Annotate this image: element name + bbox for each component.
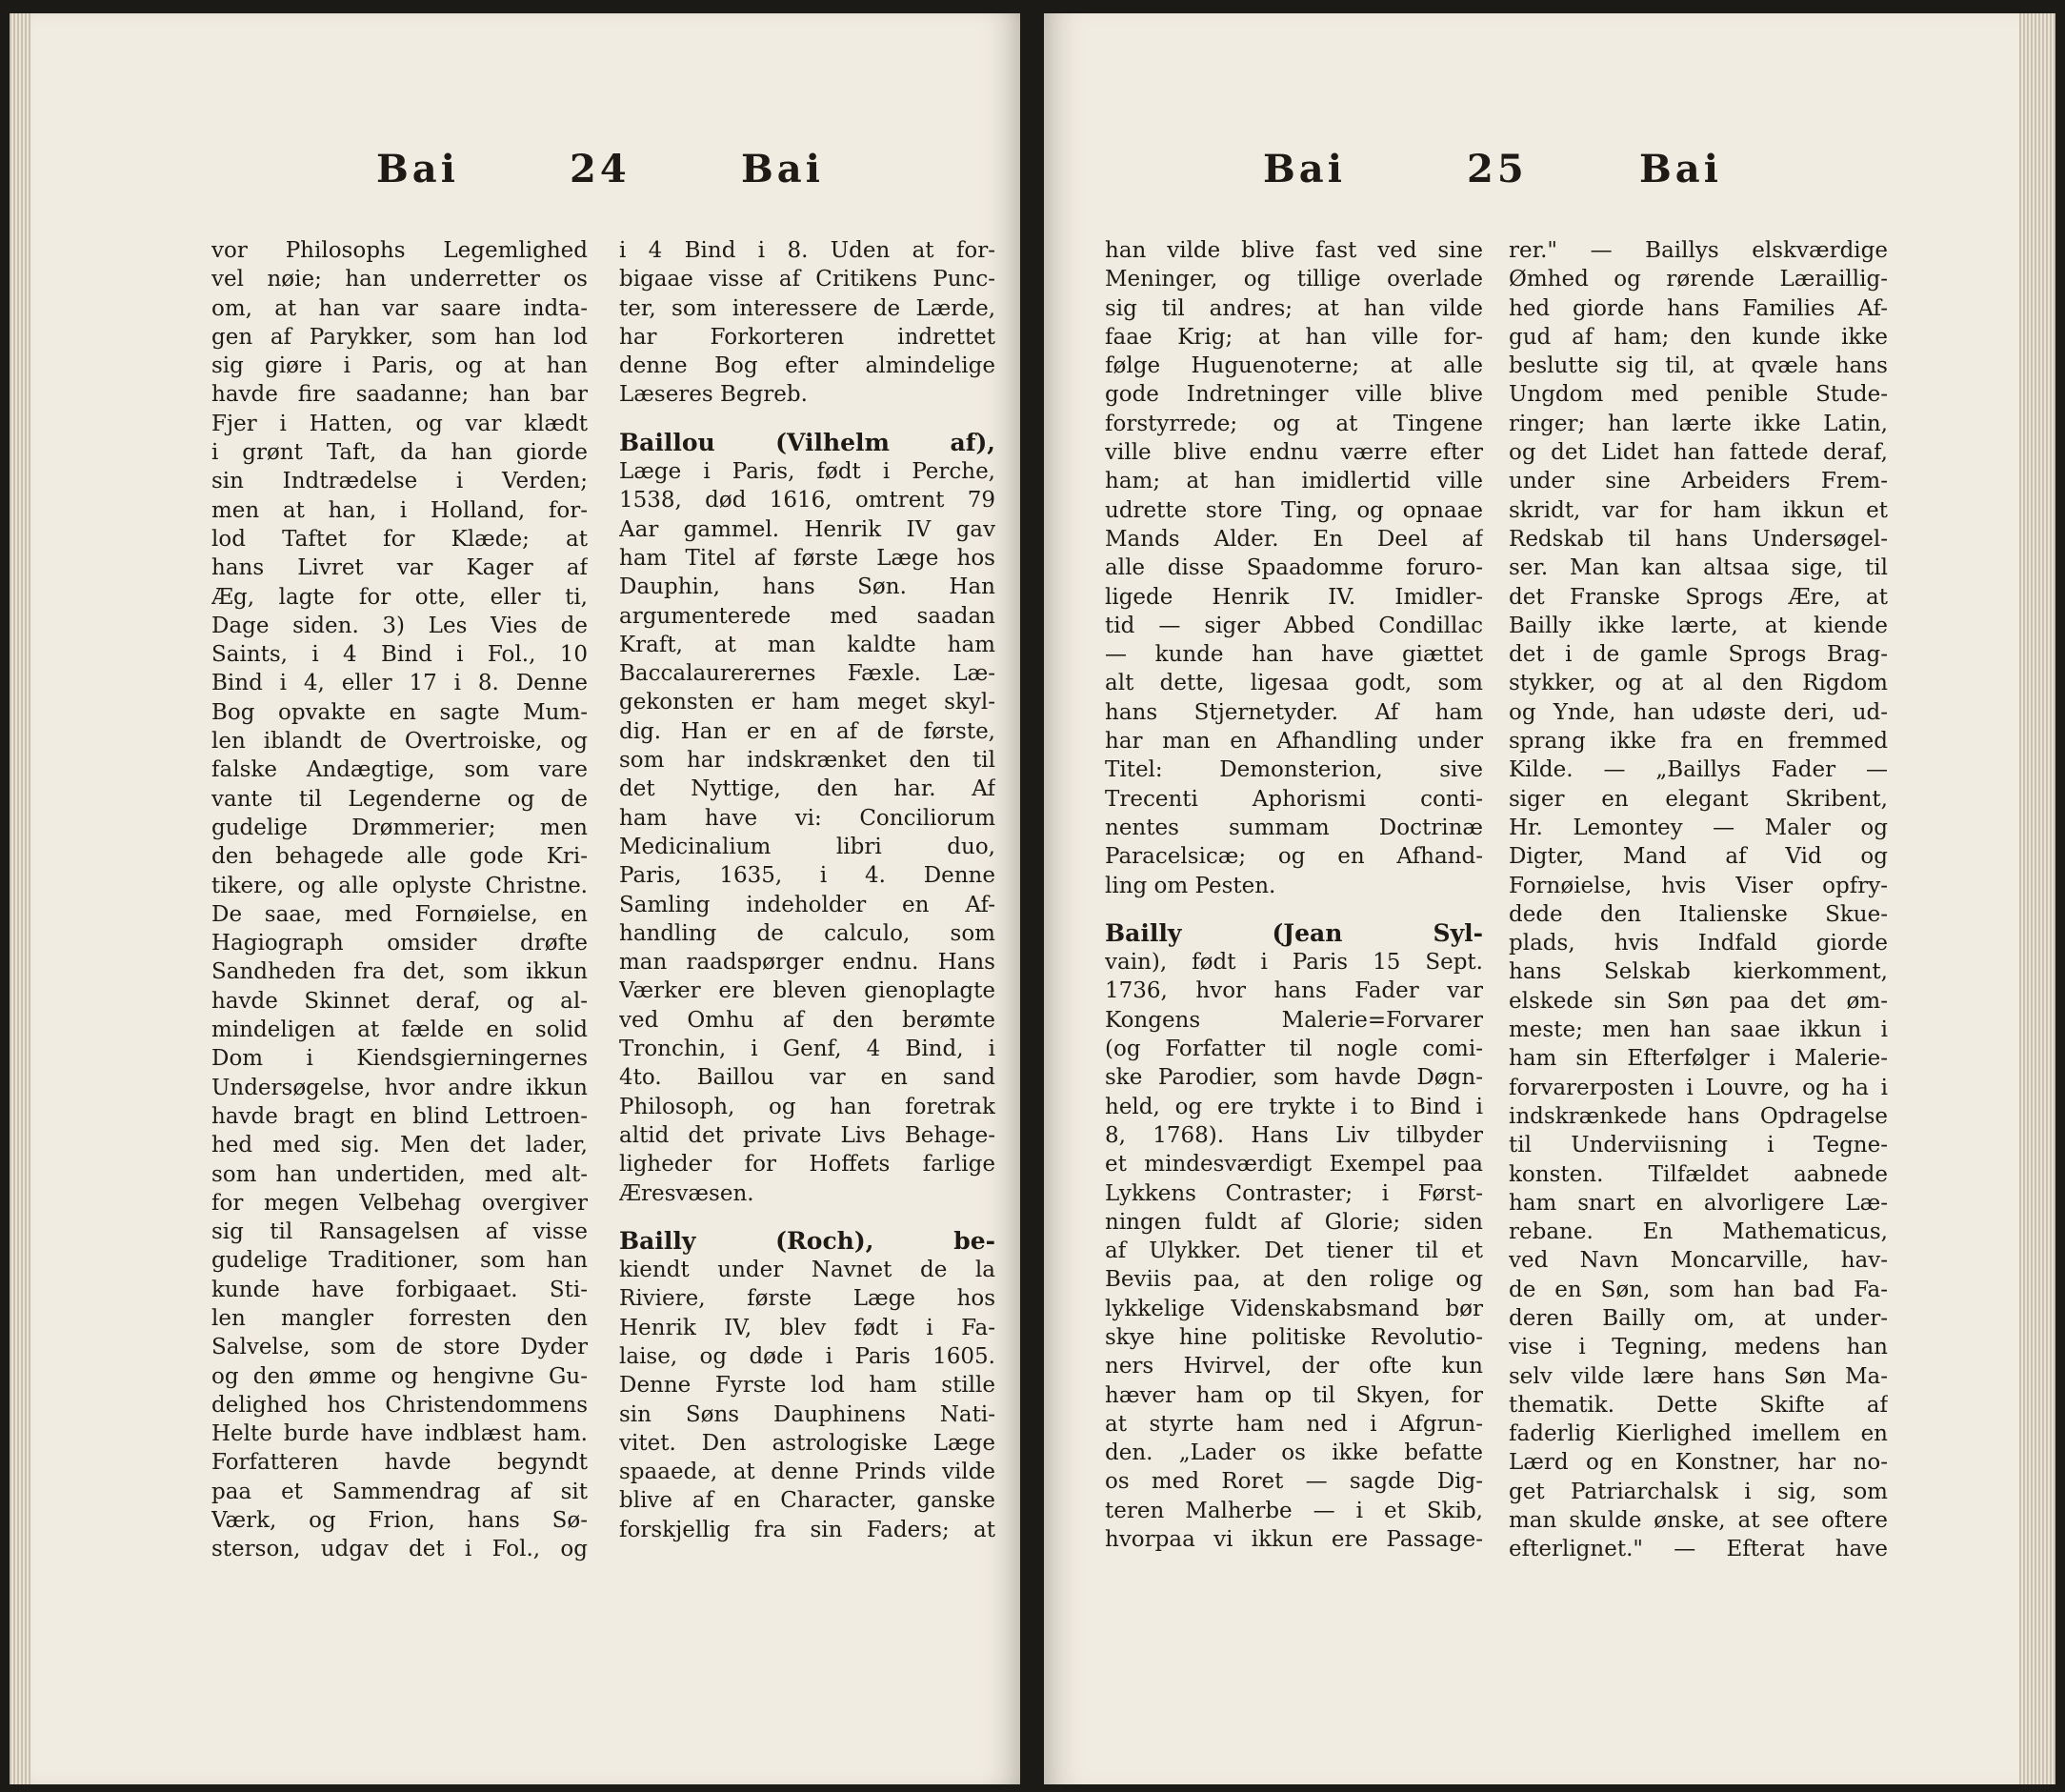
- text-line: Medicinalium libri duo,: [619, 834, 995, 859]
- text-line: hans Stjernetyder. Af ham: [1105, 699, 1483, 725]
- text-line: faae Krig; at han ville for-: [1105, 324, 1483, 350]
- text-line: Tronchin, i Genf, 4 Bind, i: [619, 1037, 995, 1062]
- text-line: havde fire saadanne; han bar: [211, 382, 588, 408]
- text-line: har man en Afhandling under: [1105, 729, 1483, 755]
- text-line: hæver ham op til Skyen, for: [1105, 1382, 1483, 1408]
- text-line: vante til Legenderne og de: [211, 786, 588, 812]
- text-line: Dom i Kiendsgierningernes: [211, 1046, 588, 1072]
- text-line: tid — siger Abbed Condillac: [1105, 613, 1483, 638]
- text-line: hvorpaa vi ikkun ere Passage-: [1105, 1527, 1483, 1553]
- text-line: argumenterede med saadan: [619, 603, 995, 629]
- text-line: held, og ere trykte i to Bind i: [1105, 1094, 1483, 1119]
- text-line: gode Indretninger ville blive: [1105, 382, 1483, 408]
- text-line: forvarerposten i Louvre, og ha i: [1509, 1075, 1888, 1100]
- text-line: at styrte ham ned i Afgrun-: [1105, 1411, 1483, 1437]
- text-line: efterlignet." — Efterat have: [1509, 1537, 1888, 1562]
- text-line: og det Lidet han fattede deraf,: [1509, 440, 1888, 466]
- text-line: ligede Henrik IV. Imidler-: [1105, 584, 1483, 610]
- text-line: sig giøre i Paris, og at han: [211, 353, 588, 379]
- text-column-right: [1509, 236, 1888, 1564]
- text-line: ser. Man kan altsaa sige, til: [1509, 555, 1888, 581]
- text-line: De saae, med Fornøielse, en: [211, 901, 588, 927]
- header-keyword-left: Bai: [376, 147, 459, 191]
- text-line: lykkelige Videnskabsmand bør: [1105, 1296, 1483, 1321]
- text-line: denne Bog efter almindelige: [619, 353, 995, 379]
- text-line: et mindesværdigt Exempel paa: [1105, 1152, 1483, 1178]
- text-line: thematik. Dette Skifte af: [1509, 1392, 1888, 1418]
- text-line: sterson, udgav det i Fol., og: [211, 1537, 588, 1562]
- text-line: Lykkens Contraster; i Først-: [1105, 1180, 1483, 1206]
- text-line: selv vilde lære hans Søn Ma-: [1509, 1363, 1888, 1389]
- paragraph-gap: [1105, 900, 1483, 919]
- header-keyword-left: Bai: [1263, 147, 1346, 191]
- text-line: Baccalaurerernes Fæxle. Læ-: [619, 661, 995, 687]
- text-line: sprang ikke fra en fremmed: [1509, 729, 1888, 755]
- text-line: ved Omhu af den berømte: [619, 1007, 995, 1033]
- paragraph-gap: [619, 1208, 995, 1227]
- text-line: stykker, og at al den Rigdom: [1509, 671, 1888, 696]
- text-line: alle disse Spaadomme foruro-: [1105, 555, 1483, 581]
- entry-heading-line: Baillou (Vilhelm af),: [619, 428, 995, 456]
- text-line: meste; men han saae ikkun i: [1509, 1017, 1888, 1043]
- text-line: dig. Han er en af de første,: [619, 718, 995, 744]
- text-line: Titel: Demonsterion, sive: [1105, 757, 1483, 783]
- text-line: Denne Fyrste lod ham stille: [619, 1373, 995, 1399]
- text-line: kunde have forbigaaet. Sti-: [211, 1277, 588, 1302]
- text-line: i grønt Taft, da han giorde: [211, 440, 588, 466]
- text-line: ville blive endnu værre efter: [1105, 440, 1483, 466]
- text-line: 8, 1768). Hans Liv tilbyder: [1105, 1122, 1483, 1148]
- text-line: vor Philosophs Legemlighed: [211, 238, 588, 263]
- page-number: 24: [570, 147, 631, 191]
- text-line: nentes summam Doctrinæ: [1105, 815, 1483, 840]
- text-line: men at han, i Holland, for-: [211, 497, 588, 523]
- text-line: altid det private Livs Behage-: [619, 1122, 995, 1148]
- text-line: konsten. Tilfældet aabnede: [1509, 1161, 1888, 1187]
- text-line: alt dette, ligesaa godt, som: [1105, 671, 1483, 696]
- text-line: Læseres Begreb.: [619, 382, 808, 408]
- page-header: [1044, 147, 2055, 204]
- text-line: Digter, Mand af Vid og: [1509, 844, 1888, 870]
- text-line: Dage siden. 3) Les Vies de: [211, 613, 588, 638]
- text-line: Værk, og Frion, hans Sø-: [211, 1508, 588, 1534]
- text-line: Ømhed og rørende Læraillig-: [1509, 267, 1888, 292]
- text-line: Bailly ikke lærte, at kiende: [1509, 613, 1888, 638]
- text-line: følge Huguenoterne; at alle: [1105, 353, 1483, 379]
- left-page: [10, 13, 1020, 1784]
- text-line: rebane. En Mathematicus,: [1509, 1219, 1888, 1245]
- text-line: vel nøie; han underretter os: [211, 267, 588, 292]
- text-line: ham have vi: Conciliorum: [619, 805, 995, 831]
- text-line: i 4 Bind i 8. Uden at for-: [619, 238, 995, 263]
- text-line: (og Forfatter til nogle comi-: [1105, 1037, 1483, 1062]
- text-line: hans Livret var Kager af: [211, 555, 588, 581]
- text-line: sin Søns Dauphinens Nati-: [619, 1401, 995, 1427]
- text-line: Ungdom med penible Stude-: [1509, 382, 1888, 408]
- text-line: 1538, død 1616, omtrent 79: [619, 488, 995, 513]
- text-line: ham sin Efterfølger i Malerie-: [1509, 1046, 1888, 1072]
- text-line: bigaae visse af Critikens Punc-: [619, 267, 995, 292]
- text-line: under sine Arbeiders Frem-: [1509, 469, 1888, 494]
- page-number: 25: [1467, 147, 1528, 191]
- text-line: skye hine politiske Revolutio-: [1105, 1324, 1483, 1350]
- text-line: Redskab til hans Undersøgel-: [1509, 526, 1888, 552]
- text-line: indskrænkede hans Opdragelse: [1509, 1103, 1888, 1129]
- text-line: gud af ham; den kunde ikke: [1509, 324, 1888, 350]
- text-line: get Patriarchalsk i sig, som: [1509, 1479, 1888, 1504]
- text-line: siger en elegant Skribent,: [1509, 786, 1888, 812]
- text-line: len mangler forresten den: [211, 1305, 588, 1331]
- text-line: Hr. Lemontey — Maler og: [1509, 815, 1888, 840]
- text-line: lod Taftet for Klæde; at: [211, 526, 588, 552]
- text-line: som han undertiden, med alt-: [211, 1161, 588, 1187]
- text-line: ners Hvirvel, der ofte kun: [1105, 1354, 1483, 1379]
- text-line: gekonsten er ham meget skyl-: [619, 690, 995, 715]
- entry-heading-line: Bailly (Roch), be-: [619, 1226, 995, 1255]
- text-line: laise, og døde i Paris 1605.: [619, 1343, 995, 1369]
- header-keyword-right: Bai: [741, 147, 824, 191]
- text-line: havde Skinnet deraf, og al-: [211, 988, 588, 1014]
- text-line: — kunde han have giættet: [1105, 642, 1483, 668]
- page-edge: [10, 13, 30, 1784]
- page-edge: [2019, 13, 2055, 1784]
- text-line: til Underviisning i Tegne-: [1509, 1133, 1888, 1158]
- text-column-right: [619, 236, 995, 1544]
- text-line: Aar gammel. Henrik IV gav: [619, 516, 995, 542]
- text-line: falske Andægtige, som vare: [211, 757, 588, 783]
- text-line: tikere, og alle oplyste Christne.: [211, 873, 588, 898]
- text-line: ling om Pesten.: [1105, 873, 1276, 898]
- text-line: havde bragt en blind Lettroen-: [211, 1103, 588, 1129]
- text-line: ringer; han lærte ikke Latin,: [1509, 411, 1888, 436]
- text-column-left: [1105, 236, 1483, 1554]
- text-line: rer." — Baillys elskværdige: [1509, 238, 1888, 263]
- text-line: hed med sig. Men det lader,: [211, 1133, 588, 1158]
- text-line: vise i Tegning, medens han: [1509, 1335, 1888, 1360]
- text-line: Læge i Paris, født i Perche,: [619, 459, 995, 485]
- text-line: Philosoph, og han foretrak: [619, 1094, 995, 1119]
- text-line: Riviere, første Læge hos: [619, 1286, 995, 1312]
- page-header: [10, 147, 1020, 204]
- text-column-left: [211, 236, 588, 1564]
- text-line: det i de gamle Sprogs Brag-: [1509, 642, 1888, 668]
- text-line: vain), født i Paris 15 Sept.: [1105, 950, 1483, 976]
- text-line: og den ømme og hengivne Gu-: [211, 1363, 588, 1389]
- text-line: vitet. Den astrologiske Læge: [619, 1430, 995, 1456]
- text-line: ligheder for Hoffets farlige: [619, 1152, 995, 1178]
- text-line: Forfatteren havde begyndt: [211, 1450, 588, 1476]
- text-line: os med Roret — sagde Dig-: [1105, 1469, 1483, 1495]
- text-line: 4to. Baillou var en sand: [619, 1065, 995, 1091]
- text-line: Sandheden fra det, som ikkun: [211, 959, 588, 985]
- text-line: ter, som interessere de Lærde,: [619, 295, 995, 321]
- text-line: Kraft, at man kaldte ham: [619, 632, 995, 657]
- text-line: elskede sin Søn paa det øm-: [1509, 988, 1888, 1014]
- text-line: hed giorde hans Families Af-: [1509, 295, 1888, 321]
- text-line: plads, hvis Indfald giorde: [1509, 931, 1888, 956]
- text-line: deren Bailly om, at under-: [1509, 1305, 1888, 1331]
- text-line: dede den Italienske Skue-: [1509, 901, 1888, 927]
- text-line: sig til Ransagelsen af visse: [211, 1219, 588, 1245]
- text-line: om, at han var saare indta-: [211, 295, 588, 321]
- text-line: delighed hos Christendommens: [211, 1392, 588, 1418]
- text-line: forskjellig fra sin Faders; at: [619, 1517, 995, 1542]
- text-line: Bind i 4, eller 17 i 8. Denne: [211, 671, 588, 696]
- text-line: kiendt under Navnet de la: [619, 1258, 995, 1283]
- text-line: Æg, lagte for otte, eller ti,: [211, 584, 588, 610]
- paragraph-gap: [619, 410, 995, 429]
- text-line: Hagiograph omsider drøfte: [211, 931, 588, 956]
- text-line: hans Selskab kierkomment,: [1509, 959, 1888, 985]
- text-line: det Nyttige, den har. Af: [619, 776, 995, 802]
- entry-heading-line: Bailly (Jean Syl-: [1105, 918, 1483, 947]
- text-line: handling de calculo, som: [619, 920, 995, 946]
- text-line: ham; at han imidlertid ville: [1105, 469, 1483, 494]
- text-line: som har indskrænket den til: [619, 748, 995, 774]
- text-line: Saints, i 4 Bind i Fol., 10: [211, 642, 588, 668]
- text-line: ske Parodier, som havde Døgn-: [1105, 1065, 1483, 1091]
- text-line: det Franske Sprogs Ære, at: [1509, 584, 1888, 610]
- text-line: Kongens Malerie=Forvarer: [1105, 1007, 1483, 1033]
- right-page: [1044, 13, 2055, 1784]
- text-line: udrette store Ting, og opnaae: [1105, 497, 1483, 523]
- text-line: og Ynde, han udøste deri, ud-: [1509, 699, 1888, 725]
- text-line: Undersøgelse, hvor andre ikkun: [211, 1075, 588, 1100]
- text-line: len iblandt de Overtroiske, og: [211, 729, 588, 755]
- text-line: teren Malherbe — i et Skib,: [1105, 1498, 1483, 1523]
- text-line: gudelige Drømmerier; men: [211, 815, 588, 840]
- text-line: beslutte sig til, at qvæle hans: [1509, 353, 1888, 379]
- text-line: Helte burde have indblæst ham.: [211, 1421, 588, 1447]
- text-line: gen af Parykker, som han lod: [211, 324, 588, 350]
- text-line: Fjer i Hatten, og var klædt: [211, 411, 588, 436]
- text-line: af Ulykker. Det tiener til et: [1105, 1238, 1483, 1264]
- text-line: Salvelse, som de store Dyder: [211, 1335, 588, 1360]
- text-line: Lærd og en Konstner, har no-: [1509, 1450, 1888, 1476]
- text-line: 1736, hvor hans Fader var: [1105, 978, 1483, 1004]
- text-line: Beviis paa, at den rolige og: [1105, 1267, 1483, 1293]
- text-line: den behagede alle gode Kri-: [211, 844, 588, 870]
- text-line: for megen Velbehag overgiver: [211, 1190, 588, 1216]
- text-line: har Forkorteren indrettet: [619, 324, 995, 350]
- text-line: skridt, var for ham ikkun et: [1509, 497, 1888, 523]
- text-line: man raadspørger endnu. Hans: [619, 950, 995, 976]
- text-line: Værker ere bleven gienoplagte: [619, 978, 995, 1004]
- text-line: paa et Sammendrag af sit: [211, 1479, 588, 1504]
- text-line: blive af en Character, ganske: [619, 1488, 995, 1514]
- text-line: Paris, 1635, i 4. Denne: [619, 863, 995, 889]
- text-line: Æresvæsen.: [619, 1180, 754, 1206]
- text-line: ham Titel af første Læge hos: [619, 545, 995, 571]
- text-line: Dauphin, hans Søn. Han: [619, 574, 995, 600]
- text-line: ham snart en alvorligere Læ-: [1509, 1190, 1888, 1216]
- text-line: ningen fuldt af Glorie; siden: [1105, 1209, 1483, 1235]
- text-line: sig til andres; at han vilde: [1105, 295, 1483, 321]
- text-line: spaaede, at denne Prinds vilde: [619, 1460, 995, 1485]
- text-line: Paracelsicæ; og en Afhand-: [1105, 844, 1483, 870]
- text-line: mindeligen at fælde en solid: [211, 1017, 588, 1043]
- text-line: faderlig Kierlighed imellem en: [1509, 1421, 1888, 1447]
- text-line: Henrik IV, blev født i Fa-: [619, 1315, 995, 1340]
- text-line: Kilde. — „Baillys Fader —: [1509, 757, 1888, 783]
- text-line: Trecenti Aphorismi conti-: [1105, 786, 1483, 812]
- text-line: forstyrrede; og at Tingene: [1105, 411, 1483, 436]
- text-line: Samling indeholder en Af-: [619, 892, 995, 917]
- header-keyword-right: Bai: [1639, 147, 1722, 191]
- text-line: Mands Alder. En Deel af: [1105, 526, 1483, 552]
- text-line: ved Navn Moncarville, hav-: [1509, 1248, 1888, 1274]
- text-line: Fornøielse, hvis Viser opfry-: [1509, 873, 1888, 898]
- text-line: man skulde ønske, at see oftere: [1509, 1508, 1888, 1534]
- text-line: den. „Lader os ikke befatte: [1105, 1440, 1483, 1466]
- text-line: de en Søn, som han bad Fa-: [1509, 1277, 1888, 1302]
- text-line: han vilde blive fast ved sine: [1105, 238, 1483, 263]
- text-line: sin Indtrædelse i Verden;: [211, 469, 588, 494]
- text-line: gudelige Traditioner, som han: [211, 1248, 588, 1274]
- text-line: Meninger, og tillige overlade: [1105, 267, 1483, 292]
- text-line: Bog opvakte en sagte Mum-: [211, 699, 588, 725]
